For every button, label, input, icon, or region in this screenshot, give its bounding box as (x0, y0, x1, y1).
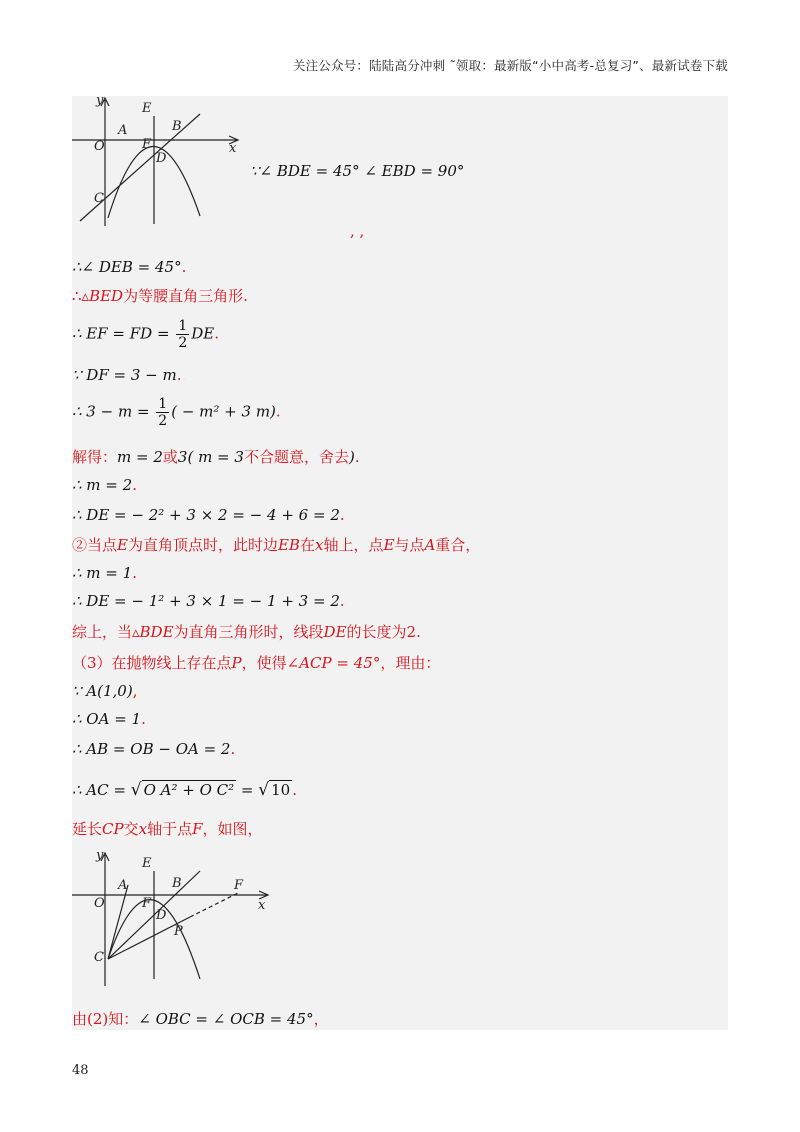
solution-line-8: ∴ m = 2. (72, 476, 137, 494)
fig1-label-c: C (94, 191, 104, 206)
solution-line-1-marks: , , (350, 222, 365, 240)
fig1-label-f: F (142, 137, 152, 152)
solution-line-13: 综上，当▵BDE为直角三角形时，线段DE的长度为2. (72, 623, 421, 641)
fig2-label-x: x (258, 898, 266, 913)
fig2-label-b: B (172, 876, 182, 891)
fig2-label-o: O (94, 896, 105, 911)
page-number: 48 (72, 1063, 89, 1078)
solution-line-3: ∴▵BED为等腰直角三角形. (72, 287, 248, 305)
solution-line-11: ∴ m = 1. (72, 564, 137, 582)
solution-line-17: ∴ AB = OB − OA = 2. (72, 740, 236, 758)
solution-line-2: ∴∠ DEB = 45°. (72, 258, 187, 276)
solution-line-19: 延长CP交x轴于点F，如图， (72, 820, 263, 838)
page-header: 关注公众号：陆陆高分冲刺 ˜领取：最新版“小中高考-总复习”、最新试卷下载 (292, 58, 728, 73)
solution-line-5: ∵ DF = 3 − m. (72, 366, 182, 384)
fig1-label-o: O (94, 139, 105, 154)
solution-line-10: ②当点E为直角顶点时，此时边EB在x轴上，点E与点A重合， (72, 536, 481, 554)
fig2-label-y: y (96, 851, 104, 863)
fig2-label-f-axis: F (142, 896, 152, 911)
solution-line-7: 解得：m = 2或3( m = 3不合题意，舍去). (72, 448, 360, 466)
parabola-figure-2 (72, 851, 272, 991)
solution-line-14: （3）在抛物线上存在点P，使得∠ACP = 45°，理由： (72, 654, 441, 672)
solution-line-9: ∴ DE = − 2² + 3 × 2 = − 4 + 6 = 2. (72, 506, 345, 524)
fig1-label-y: y (96, 96, 104, 108)
solution-line-6: ∴ 3 − m = $\frac{1}{2}$ ( − m² + 3 m). (72, 396, 281, 429)
solution-line-1: ∵∠ BDE = 45° ∠ EBD = 90° (250, 162, 465, 180)
fig2-label-d: D (156, 908, 167, 923)
fig1-label-a: A (118, 123, 128, 138)
solution-line-4: ∴ EF = FD = $\frac{1}{2}$ DE. (72, 318, 219, 351)
solution-line-15: ∵ A(1,0), (72, 682, 138, 700)
fig2-label-e: E (142, 856, 152, 871)
fig2-label-c: C (94, 950, 104, 965)
fig1-label-b: B (172, 119, 182, 134)
solution-line-12: ∴ DE = − 1² + 3 × 1 = − 1 + 3 = 2. (72, 592, 345, 610)
fig2-label-p: P (174, 924, 183, 939)
solution-line-20: 由(2)知：∠ OBC = ∠ OCB = 45°， (72, 1010, 329, 1028)
parabola-figure-1 (72, 96, 247, 231)
solution-content (72, 96, 728, 1030)
solution-line-16: ∴ OA = 1. (72, 710, 146, 728)
fig1-label-e: E (142, 101, 152, 116)
solution-line-18: ∴ AC = √ O A² + O C² = √ 10 . (72, 780, 297, 800)
fig2-label-f-far: F (234, 878, 244, 893)
fig1-label-d: D (156, 151, 167, 166)
fig2-label-a: A (118, 878, 128, 893)
fig1-label-x: x (229, 141, 237, 156)
